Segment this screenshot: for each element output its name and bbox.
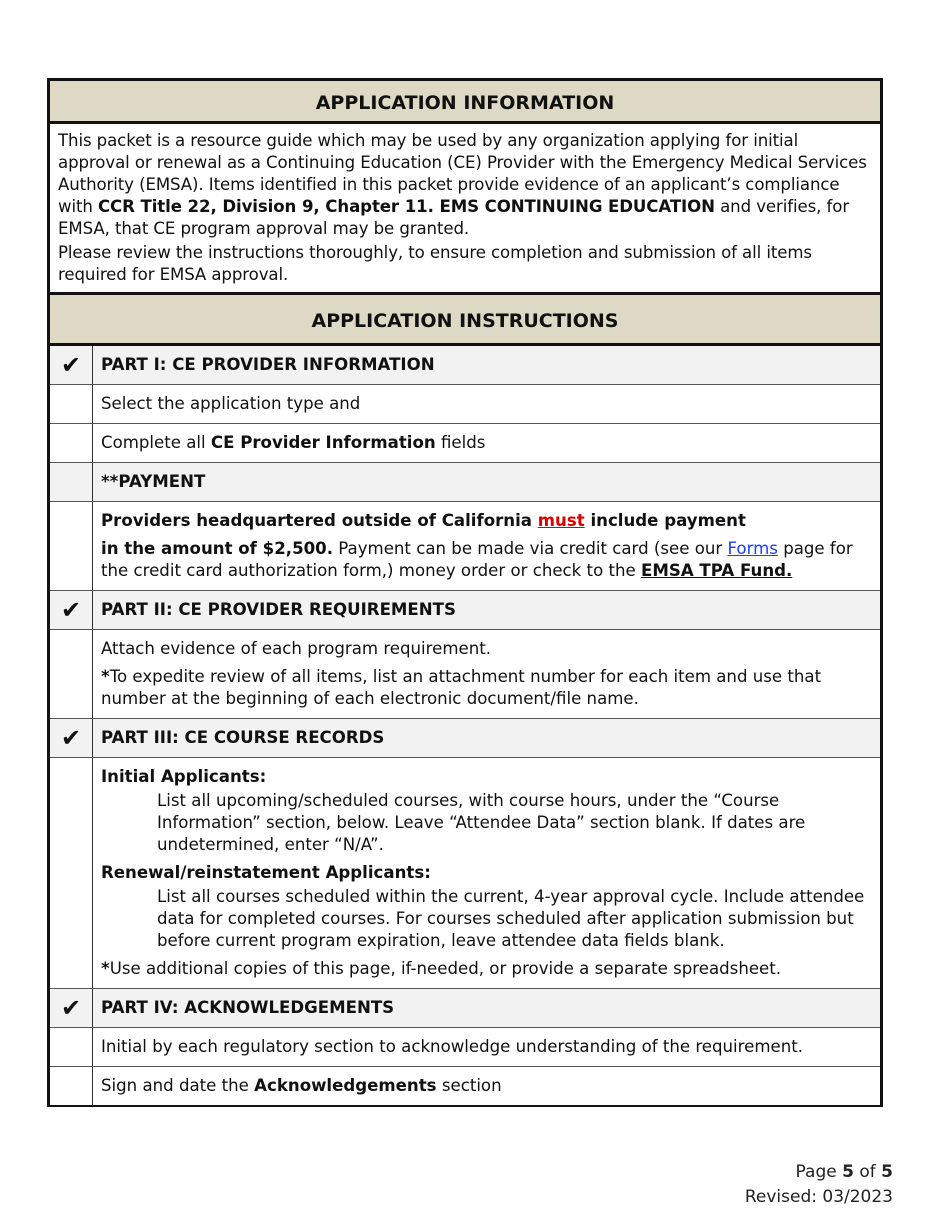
- payment-details: [93, 502, 880, 590]
- check-cell: [50, 502, 93, 590]
- part-4-row: [50, 989, 880, 1028]
- payment-methods: [101, 538, 872, 582]
- revision-date: Revised: 03/2023: [744, 1187, 893, 1207]
- payment-requirement: [101, 510, 872, 532]
- part-3-title: PART III: CE COURSE RECORDS: [101, 728, 385, 747]
- page-footer: [745, 1160, 893, 1210]
- info-paragraph: [58, 130, 872, 240]
- text: of: [853, 1162, 882, 1182]
- text: Complete all: [101, 433, 211, 452]
- application-information-header: APPLICATION INFORMATION: [50, 81, 880, 124]
- table-row: [50, 1067, 880, 1105]
- application-information-body: [50, 124, 880, 295]
- part-3-row: [50, 719, 880, 758]
- sign-text: [93, 1067, 880, 1105]
- text: include payment: [584, 511, 746, 530]
- check-icon: ✔: [50, 591, 93, 629]
- part-2-row: [50, 591, 880, 630]
- initial-text: Initial by each regulatory section to acknowledge understanding of the requirement.: [101, 1037, 804, 1056]
- part-4-title: PART IV: ACKNOWLEDGEMENTS: [101, 998, 395, 1017]
- text: Providers headquartered outside of California: [101, 511, 538, 530]
- part-2-title: PART II: CE PROVIDER REQUIREMENTS: [101, 600, 456, 619]
- copies-note: [101, 958, 872, 980]
- renewal-applicants-text: List all courses scheduled within the current, 4-year approval cycle. Include attendee data for completed courses. For courses scheduled after application submission but before current program expiration, leave attendee data fields blank.: [157, 887, 865, 950]
- initial-applicants-text: List all upcoming/scheduled courses, with course hours, under the “Course Information” section, below. Leave “Attendee Data” section blank. If dates are undetermined, enter “N/A”.: [157, 791, 806, 854]
- application-form: [47, 78, 883, 1107]
- review-paragraph: Please review the instructions thoroughly, to ensure completion and submission of all items required for EMSA approval.: [58, 243, 812, 284]
- payment-details-row: [50, 502, 880, 591]
- info-text: This packet is a resource guide which may be used by any organization applying for initial approval or renewal as a Continuing Education (CE) Provider with the Emergency Medical Services Authority (EMSA). Items identified in this packet provide evidence of an applicant’s compliance with: [58, 131, 867, 216]
- asterisk: *: [101, 667, 110, 686]
- check-cell: [50, 385, 93, 423]
- text: Payment can be made via credit card (see our: [333, 539, 728, 558]
- asterisk: *: [101, 959, 110, 978]
- course-records: [93, 758, 880, 988]
- check-cell: [50, 758, 93, 988]
- payment-row: [50, 463, 880, 502]
- table-row: [50, 424, 880, 463]
- table-row: [50, 758, 880, 989]
- check-cell: [50, 424, 93, 462]
- check-icon: ✔: [50, 719, 93, 757]
- expedite-note: [101, 666, 872, 710]
- total-pages: 5: [881, 1162, 893, 1182]
- complete-fields-text: [93, 424, 880, 462]
- text: section: [436, 1076, 502, 1095]
- table-row: [50, 630, 880, 719]
- text: fields: [435, 433, 486, 452]
- table-row: [50, 385, 880, 424]
- page-number: [745, 1160, 893, 1185]
- amount: in the amount of $2,500.: [101, 539, 334, 558]
- part-1-title: PART I: CE PROVIDER INFORMATION: [101, 355, 435, 374]
- regulation-reference: CCR Title 22, Division 9, Chapter 11. EMS CONTINUING EDUCATION: [97, 197, 715, 216]
- check-cell: [50, 630, 93, 718]
- text-bold: Acknowledgements: [254, 1076, 437, 1095]
- initial-applicants-heading: Initial Applicants:: [101, 767, 267, 786]
- application-instructions-header: APPLICATION INSTRUCTIONS: [50, 295, 880, 346]
- check-icon: ✔: [50, 346, 93, 384]
- must-emphasis: must: [537, 511, 585, 530]
- text-bold: CE Provider Information: [210, 433, 436, 452]
- text: page for the credit card authorization form,) money order or check to the: [101, 539, 853, 580]
- info-text: and verifies, for EMSA, that CE program approval may be granted.: [58, 197, 850, 238]
- check-cell: [50, 1067, 93, 1105]
- fund-name: EMSA TPA Fund.: [641, 561, 793, 580]
- check-cell: [50, 1028, 93, 1066]
- check-cell: [50, 463, 93, 501]
- table-row: [50, 1028, 880, 1067]
- select-type-text: Select the application type and: [101, 394, 361, 413]
- text: Use additional copies of this page, if-needed, or provide a separate spreadsheet.: [109, 959, 782, 978]
- renewal-applicants-heading: Renewal/reinstatement Applicants:: [101, 863, 431, 882]
- part-1-row: [50, 346, 880, 385]
- current-page: 5: [842, 1162, 854, 1182]
- check-icon: ✔: [50, 989, 93, 1027]
- text: Sign and date the: [101, 1076, 255, 1095]
- text: To expedite review of all items, list an attachment number for each item and use that number at the beginning of each electronic document/file name.: [101, 667, 822, 708]
- text: Page: [795, 1162, 843, 1182]
- forms-link[interactable]: Forms: [727, 539, 778, 558]
- payment-title: **PAYMENT: [101, 472, 206, 491]
- attach-evidence: [93, 630, 880, 718]
- attach-text: Attach evidence of each program requirement.: [101, 639, 491, 658]
